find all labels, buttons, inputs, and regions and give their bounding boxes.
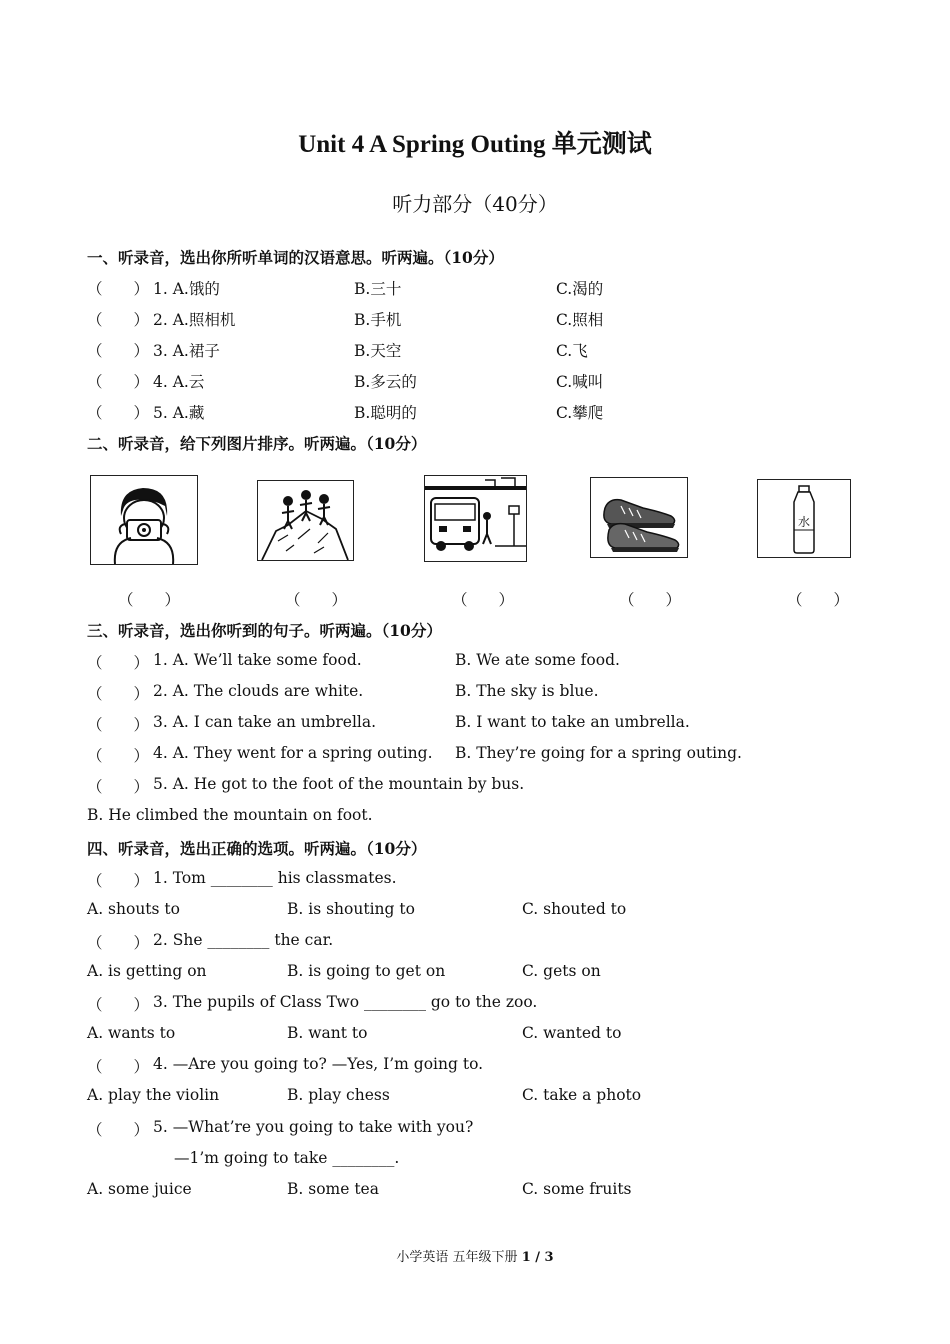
- answer-blank[interactable]: （ ）: [87, 373, 150, 391]
- answer-blank[interactable]: （ ）: [87, 311, 150, 329]
- option-c: C.照相: [556, 311, 604, 329]
- option-a: A. shouts to: [87, 900, 180, 918]
- section-1-heading: 一、听录音，选出你所听单词的汉语意思。听两遍。（10分）: [87, 248, 504, 267]
- answer-blank[interactable]: （ ）: [87, 872, 150, 890]
- page-number: 1 / 3: [521, 1250, 554, 1265]
- question-option-a: 2. A.照相机: [153, 311, 236, 329]
- option-a: 1. A. We’ll take some food.: [153, 651, 362, 669]
- option-a: 5. A. He got to the foot of the mountain by bus.: [153, 775, 525, 793]
- option-c: C. take a photo: [522, 1086, 642, 1104]
- section-2-heading: 二、听录音，给下列图片排序。听两遍。（10分）: [87, 434, 427, 453]
- answer-blank[interactable]: （ ）: [87, 404, 150, 422]
- answer-blank[interactable]: （ ）: [87, 934, 150, 952]
- question-option-a: 5. A.藏: [153, 404, 205, 422]
- option-c: C. gets on: [522, 962, 601, 980]
- option-b: B. play chess: [287, 1086, 390, 1104]
- option-c: C. wanted to: [522, 1024, 622, 1042]
- answer-blank[interactable]: （ ）: [87, 747, 150, 765]
- option-b: B. want to: [287, 1024, 368, 1042]
- answer-blank[interactable]: （ ）: [87, 778, 150, 796]
- option-b: B.三十: [354, 280, 402, 298]
- option-b: B.聪明的: [354, 404, 417, 422]
- option-b: B. The sky is blue.: [455, 682, 599, 700]
- option-a: 2. A. The clouds are white.: [153, 682, 364, 700]
- question-text-line-2: —1’m going to take ________.: [174, 1149, 400, 1167]
- answer-blank[interactable]: （ ）: [619, 591, 682, 609]
- page-footer: [0, 1246, 950, 1265]
- option-a: A. is getting on: [87, 962, 207, 980]
- bus-icon: [425, 476, 526, 561]
- option-b: B. I want to take an umbrella.: [455, 713, 690, 731]
- option-a: A. some juice: [87, 1180, 192, 1198]
- option-a: 4. A. They went for a spring outing.: [153, 744, 433, 762]
- answer-blank[interactable]: （ ）: [787, 591, 850, 609]
- option-b: B. He climbed the mountain on foot.: [87, 806, 373, 824]
- answer-blank[interactable]: （ ）: [87, 685, 150, 703]
- bottle-label: 水: [797, 515, 811, 529]
- camera-icon: [91, 476, 197, 564]
- option-b: B. some tea: [287, 1180, 379, 1198]
- option-a: A. wants to: [87, 1024, 176, 1042]
- boy-taking-photo-picture: [90, 475, 198, 565]
- water-bottle-picture: [757, 479, 851, 558]
- answer-blank[interactable]: （ ）: [118, 591, 181, 609]
- answer-blank[interactable]: （ ）: [87, 716, 150, 734]
- bottle-icon: [758, 480, 850, 557]
- question-text: 5. —What’re you going to take with you?: [153, 1118, 474, 1136]
- answer-blank[interactable]: （ ）: [87, 342, 150, 360]
- answer-blank[interactable]: （ ）: [285, 591, 348, 609]
- option-c: C.飞: [556, 342, 588, 360]
- option-c: C.攀爬: [556, 404, 604, 422]
- option-b: B. We ate some food.: [455, 651, 620, 669]
- section-3-heading: 三、听录音，选出你听到的句子。听两遍。（10分）: [87, 621, 442, 640]
- option-b: B. is shouting to: [287, 900, 415, 918]
- question-text: 2. She ________ the car.: [153, 931, 334, 949]
- question-text: 3. The pupils of Class Two ________ go to the zoo.: [153, 993, 538, 1011]
- page-title: Unit 4 A Spring Outing 单元测试: [298, 131, 652, 158]
- option-b: B. is going to get on: [287, 962, 446, 980]
- option-c: C.喊叫: [556, 373, 604, 391]
- section-4-heading: 四、听录音，选出正确的选项。听两遍。（10分）: [87, 839, 427, 858]
- answer-blank[interactable]: （ ）: [87, 1058, 150, 1076]
- question-text: 1. Tom ________ his classmates.: [153, 869, 397, 887]
- answer-blank[interactable]: （ ）: [87, 280, 150, 298]
- children-climbing-mountain-picture: [257, 480, 354, 561]
- answer-blank[interactable]: （ ）: [87, 1121, 150, 1139]
- option-b: B.手机: [354, 311, 402, 329]
- option-c: C. some fruits: [522, 1180, 632, 1198]
- option-a: A. play the violin: [87, 1086, 220, 1104]
- question-option-a: 1. A.饿的: [153, 280, 220, 298]
- option-c: C. shouted to: [522, 900, 627, 918]
- question-option-a: 4. A.云: [153, 373, 205, 391]
- answer-blank[interactable]: （ ）: [87, 996, 150, 1014]
- option-a: 3. A. I can take an umbrella.: [153, 713, 377, 731]
- option-b: B.天空: [354, 342, 402, 360]
- option-b: B. They’re going for a spring outing.: [455, 744, 742, 762]
- question-option-a: 3. A.裙子: [153, 342, 220, 360]
- bus-at-station-picture: [424, 475, 527, 562]
- answer-blank[interactable]: （ ）: [452, 591, 515, 609]
- question-text: 4. —Are you going to? —Yes, I’m going to.: [153, 1055, 484, 1073]
- answer-blank[interactable]: （ ）: [87, 654, 150, 672]
- footer-text: 小学英语 五年级下册: [396, 1250, 522, 1265]
- shoe-icon: [591, 478, 687, 557]
- sneakers-picture: [590, 477, 688, 558]
- option-b: B.多云的: [354, 373, 417, 391]
- option-c: C.渴的: [556, 280, 604, 298]
- section-subtitle: 听力部分（40分）: [392, 192, 558, 216]
- mountain-icon: [258, 481, 353, 560]
